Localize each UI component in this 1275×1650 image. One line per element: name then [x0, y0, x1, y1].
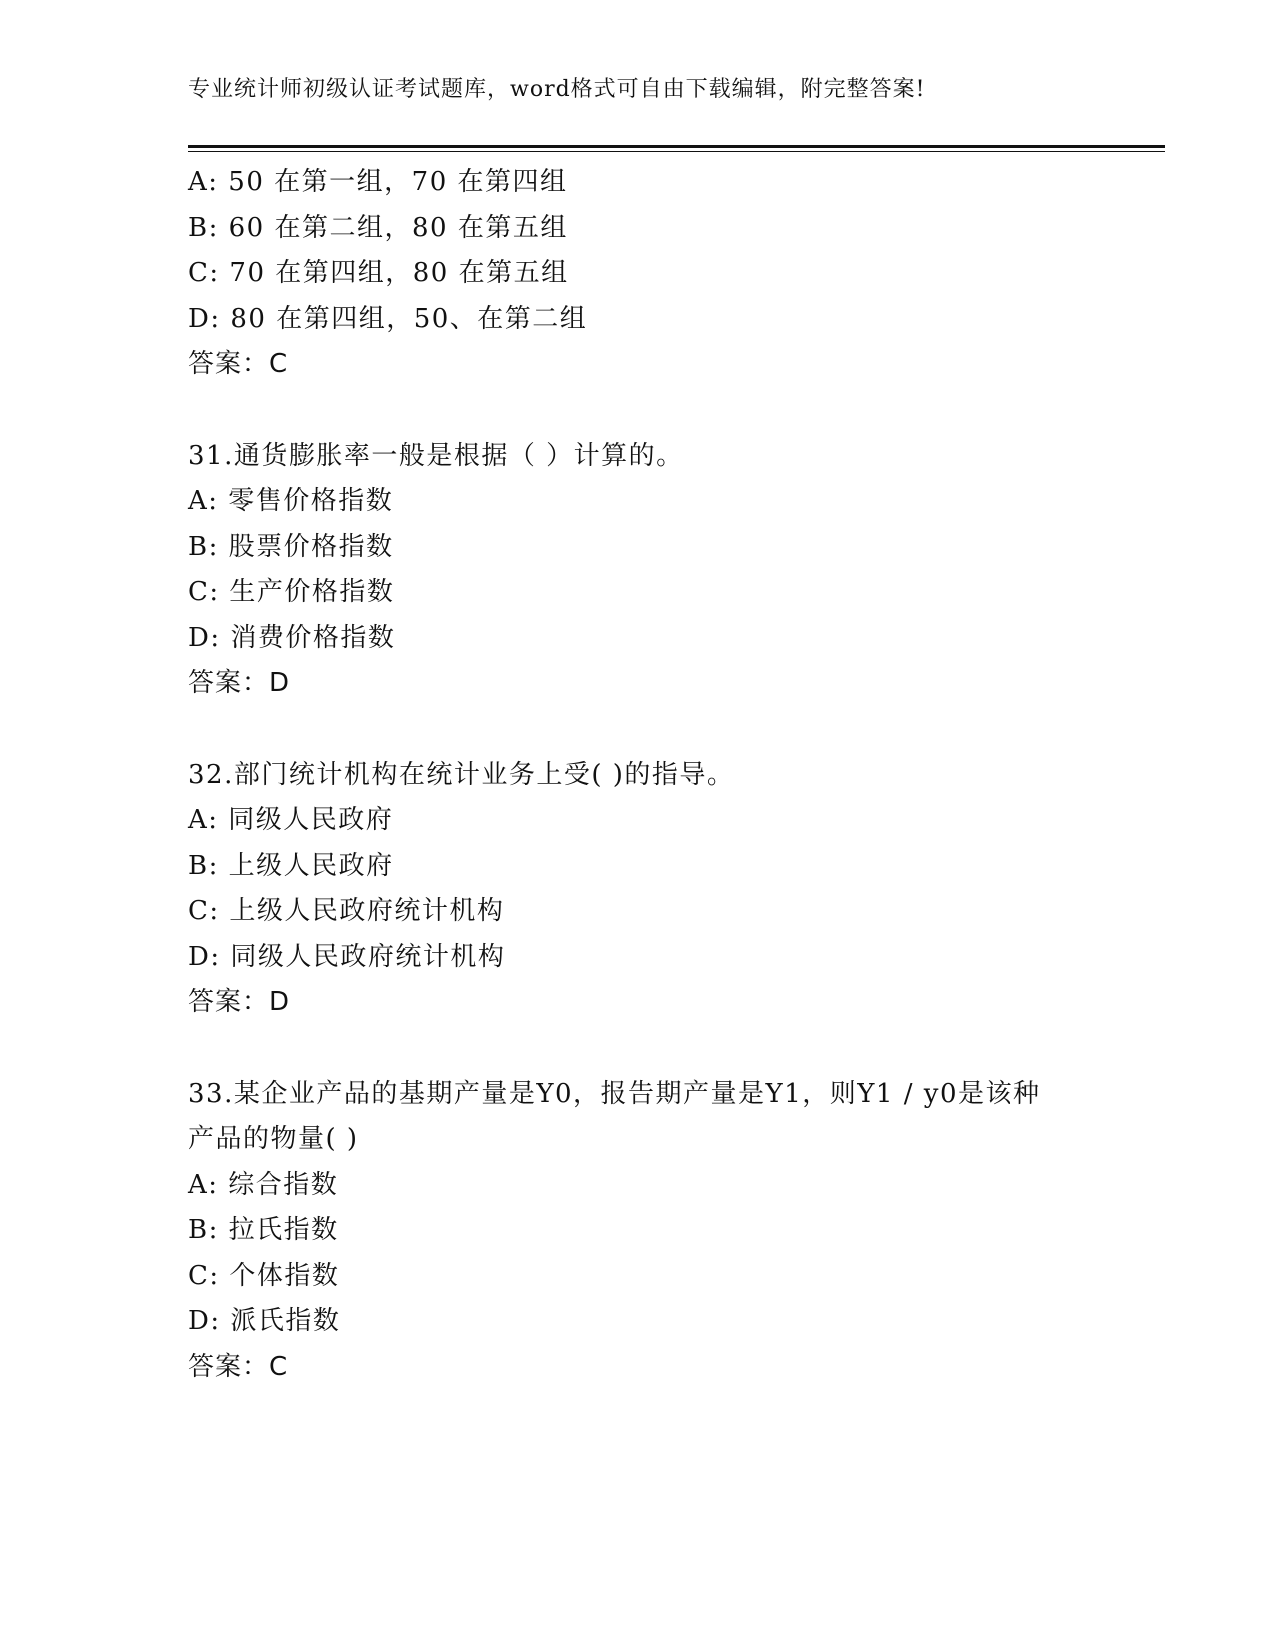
question-31 — [188, 434, 1148, 707]
option-d: D: 消费价格指数 — [188, 622, 396, 653]
question-32 — [188, 753, 1148, 1026]
option-a: A: 同级人民政府 — [188, 805, 394, 835]
spacer — [188, 1026, 1148, 1072]
spacer — [188, 707, 1148, 753]
question-list — [188, 160, 1148, 1390]
answer-line: 答案：C — [188, 349, 289, 379]
option-a: A: 综合指数 — [188, 1169, 339, 1200]
option-b: B: 上级人民政府 — [188, 850, 394, 881]
page-header: 专业统计师初级认证考试题库，word格式可自由下载编辑，附完整答案! — [188, 77, 926, 102]
question-stem-line-2: 产品的物量( ) — [188, 1124, 359, 1154]
answer-line: 答案：C — [188, 1351, 289, 1382]
option-b: B: 股票价格指数 — [188, 531, 394, 562]
option-b: B: 60 在第二组，80 在第五组 — [188, 212, 568, 243]
option-c: C: 个体指数 — [188, 1260, 340, 1291]
header-rule-thin — [188, 151, 1165, 152]
option-d: D: 80 在第四组，50、在第二组 — [188, 303, 588, 334]
option-a: A: 50 在第一组，70 在第四组 — [188, 167, 568, 197]
option-d: D: 派氏指数 — [188, 1306, 341, 1336]
question-33 — [188, 1072, 1148, 1391]
question-stem: 32.部门统计机构在统计业务上受( )的指导。 — [188, 759, 735, 790]
option-a: A: 零售价格指数 — [188, 486, 394, 516]
question-stem-line-1: 33.某企业产品的基期产量是Y0，报告期产量是Y1，则Y1 / y0是该种 — [188, 1078, 1041, 1109]
option-c: C: 上级人民政府统计机构 — [188, 896, 505, 926]
option-d: D: 同级人民政府统计机构 — [188, 941, 506, 972]
option-c: C: 生产价格指数 — [188, 577, 395, 607]
spacer — [188, 388, 1148, 434]
carryover-question — [188, 160, 1148, 388]
header-rule-thick — [188, 145, 1165, 148]
option-b: B: 拉氏指数 — [188, 1215, 339, 1245]
option-c: C: 70 在第四组，80 在第五组 — [188, 258, 569, 288]
answer-line: 答案：D — [188, 668, 291, 698]
answer-line: 答案：D — [188, 987, 291, 1017]
question-stem: 31.通货膨胀率一般是根据（ ）计算的。 — [188, 440, 684, 471]
